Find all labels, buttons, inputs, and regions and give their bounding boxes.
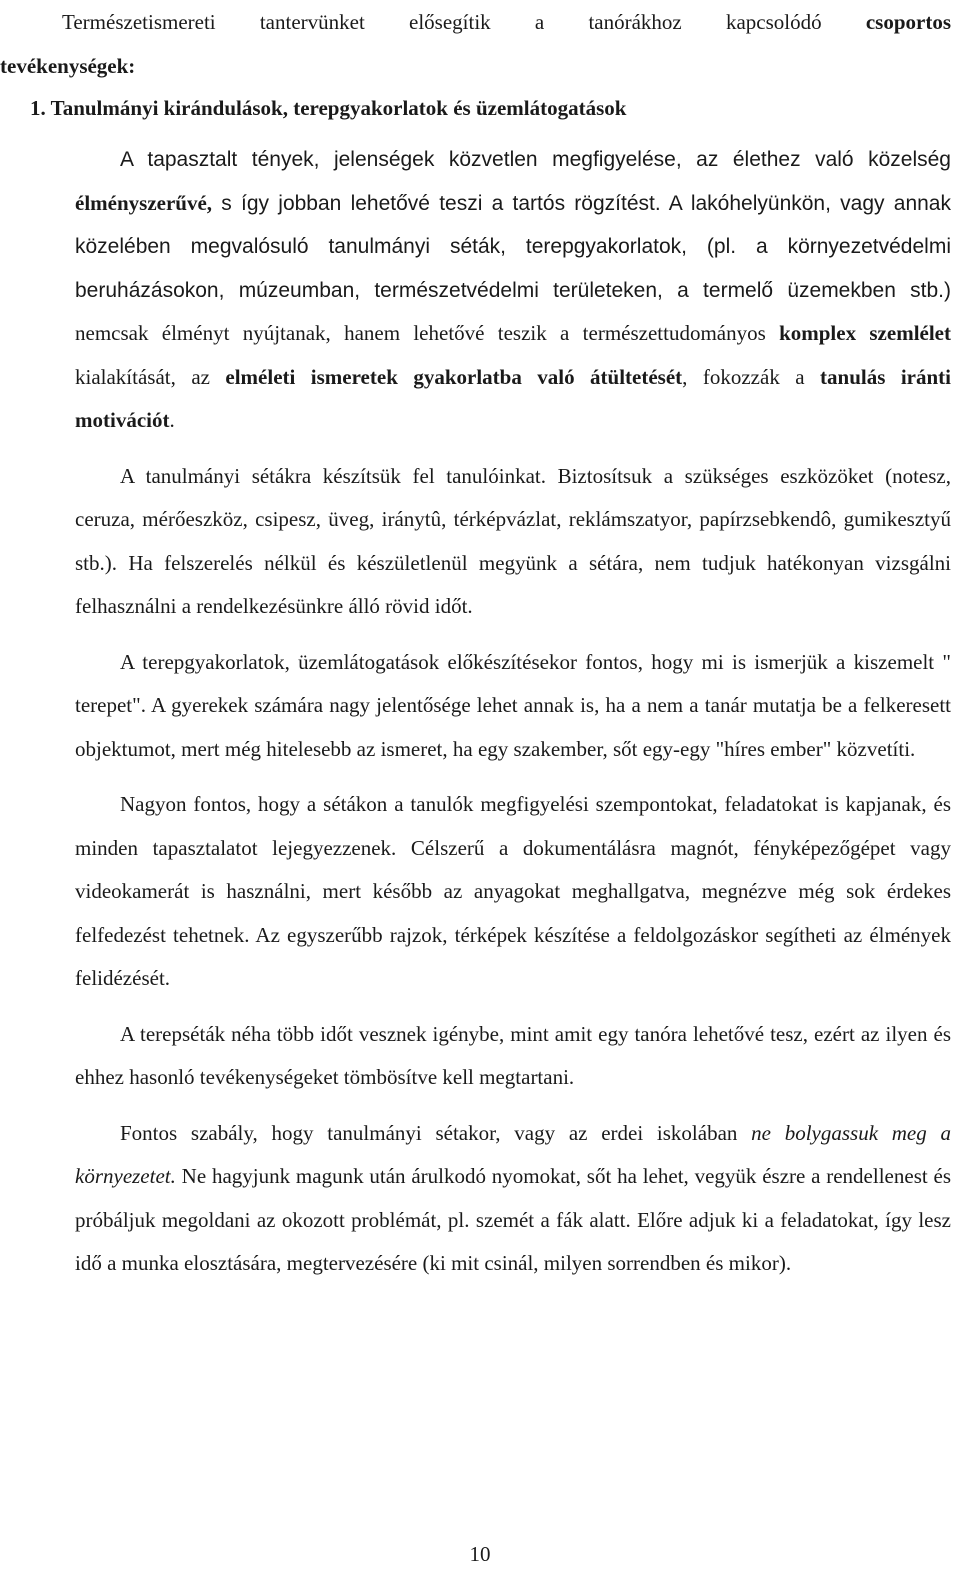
p1-bold-i: tanulás iránti motivációt [75, 364, 951, 432]
p1-text-h: , fokozzák a [682, 364, 821, 389]
paragraph-1 [75, 138, 951, 443]
paragraph-3: A terepgyakorlatok, üzemlátogatások előkészítésekor fontos, hogy mi is ismerjük a kiszemelt " terepet". A gyerekek számára nagy jelentősége lehet annak is, ha a nem a tanár mutatja be a felkeresett objektumot, mert még hitelesebb az ismeret, ha egy szakember, sőt egy-egy "híres ember" közvetíti. [75, 649, 951, 761]
p6-italic-b: ne bolygassuk meg a környezetet. [75, 1120, 951, 1188]
paragraph-5: A terepséták néha több időt vesznek igénybe, mint amit egy tanóra lehetővé tesz, ezért az ilyen és ehhez hasonló tevékenységeket tömbösítve kell megtartani. [75, 1021, 951, 1089]
page-number: 10 [469, 1542, 491, 1566]
p1-text-c: s így jobban lehetővé teszi a tartós rögzítést. A lakóhelyünkön, vagy annak közelében megvalósuló tanulmányi séták, terepgyakorlatok, (pl. a környezetvédelmi beruházásokon, múzeumban, természetvédelmi területeken, a termelő üzemekben stb.) [75, 191, 951, 302]
intro-bold-text: csoportos [865, 10, 952, 34]
p1-bold-b: élményszerűvé, [75, 190, 213, 215]
p1-bold-e: komplex szemlélet [779, 321, 951, 345]
section-body [75, 138, 951, 1286]
paragraph-4: Nagyon fontos, hogy a sétákon a tanulók megfigyelési szempontokat, feladatokat is kapjanak, és minden tapasztalatot lejegyezzenek. Célszerű a dokumentálásra magnót, fényképezőgépet vagy videokamerát is használni, mert később az anyagokat meghallgatva, megnézve még sok érdekes felfedezést tehetnek. Az egyszerűbb rajzok, térképek készítése a feldolgozáskor segítheti az élmények felidézését. [75, 792, 951, 990]
p1-bold-g: elméleti ismeretek gyakorlatba való átültetését [225, 364, 683, 389]
paragraph-6 [75, 1112, 951, 1286]
section-heading: 1. Tanulmányi kirándulások, terepgyakorlatok és üzemlátogatások [30, 96, 627, 120]
intro-text: Természetismereti tantervünket elősegítik a tanórákhoz kapcsolódó [62, 10, 822, 34]
p1-text-f: kialakítását, az [75, 364, 226, 389]
intro-line-1 [0, 0, 951, 44]
p6-text-c: Ne hagyjunk magunk után árulkodó nyomokat, sőt ha lehet, vegyük észre a rendellenest és próbáljuk megoldani az okozott problémát, pl. szemét a fák alatt. Előre adjuk ki a feladatokat, így lesz idő a munka elosztására, megtervezésére (ki mit csinál, milyen sorrendben és mikor). [75, 1164, 951, 1275]
p1-text-j: . [169, 408, 175, 432]
p1-text-a: A tapasztalt tények, jelenségek közvetlen megfigyelése, az élethez való közelség [120, 148, 951, 171]
paragraph-2: A tanulmányi sétákra készítsük fel tanulóinkat. Biztosítsuk a szükséges eszközöket (notesz, ceruza, mérőeszköz, csipesz, üveg, iránytû, térképvázlat, reklámszatyor, papírzsebkendô, gumikesztyű stb.). Ha felszerelés nélkül és készületlenül megyünk a sétára, nem tudjuk hatékonyan vizsgálni felhasználni a rendelkezésünkre álló rövid időt. [75, 463, 951, 618]
intro-bold-continuation: tevékenységek: [0, 54, 136, 78]
p6-text-a: Fontos szabály, hogy tanulmányi sétakor, vagy az erdei iskolában [120, 1120, 752, 1145]
intro-paragraph [0, 0, 951, 88]
p1-text-d: nemcsak élményt nyújtanak, hanem lehetővé teszik a természettudományos [75, 321, 780, 345]
